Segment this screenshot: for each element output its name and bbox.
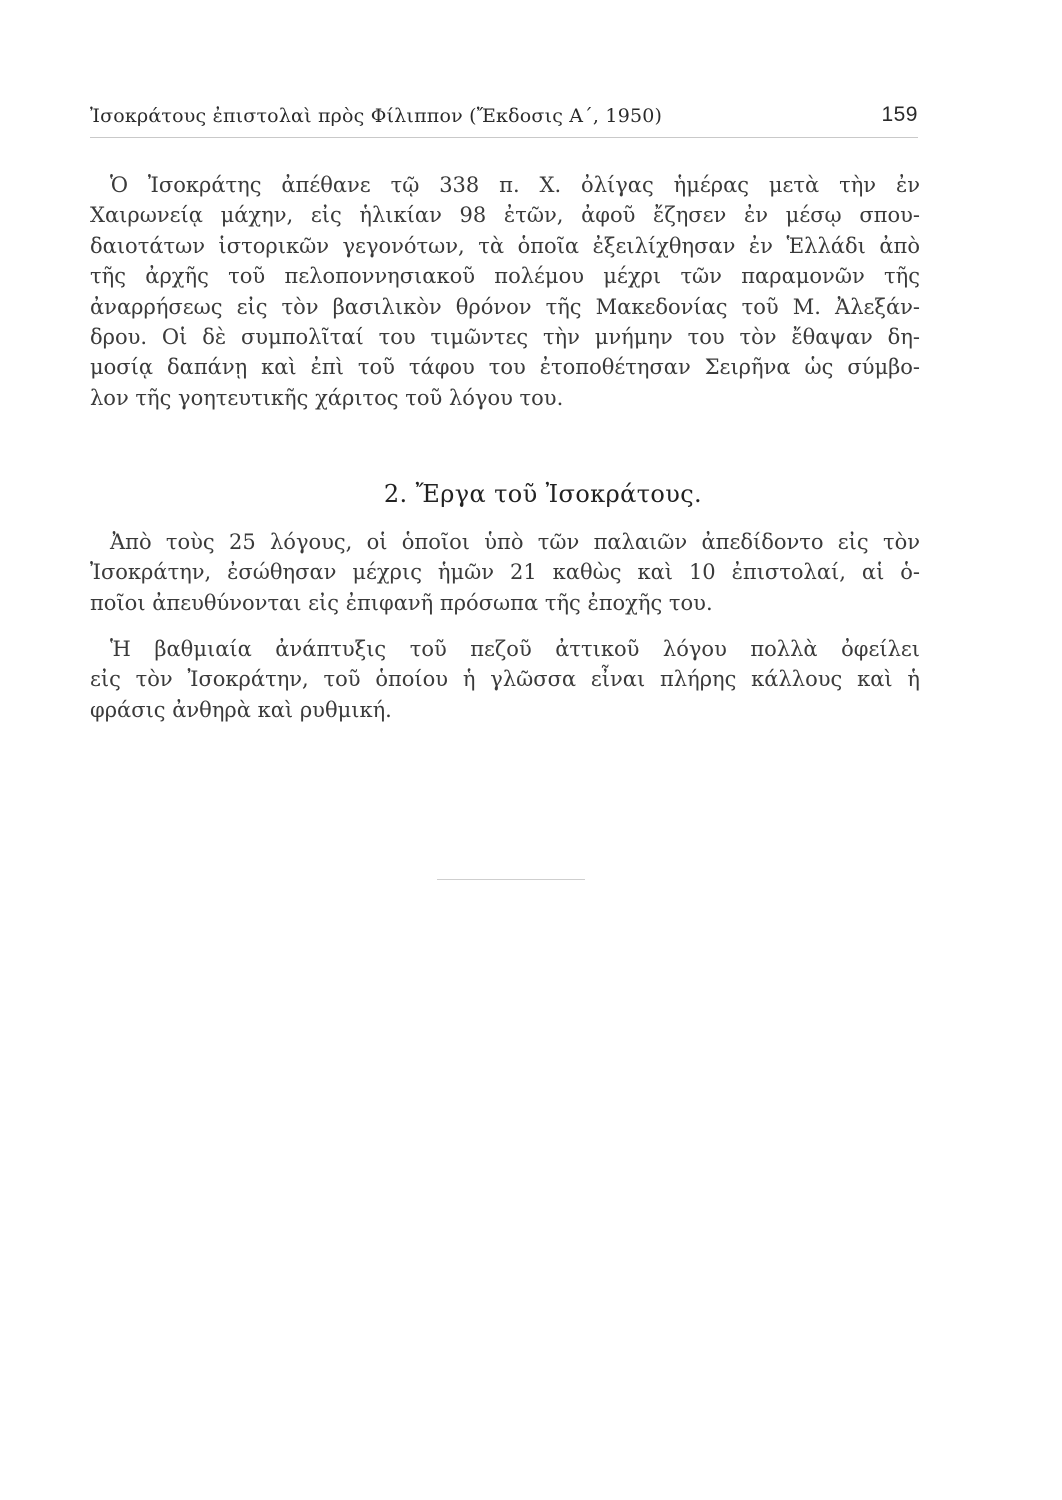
- text-line: Ἰσοκράτην, ἐσώθησαν μέχρις ἡμῶν 21 καθὼς καὶ 10 ἐπιστολαί, αἱ ὁ-: [90, 560, 920, 585]
- text-line: δρου. Οἱ δὲ συμπολῖταί του τιμῶντες τὴν μνήμην του τὸν ἔθαψαν δη-: [90, 325, 920, 350]
- running-title: Ἰσοκράτους ἐπιστολαὶ πρὸς Φίλιππον (Ἔκδοσις Α΄, 1950): [90, 105, 663, 127]
- text-line: Χαιρωνείᾳ μάχην, εἰς ἡλικίαν 98 ἐτῶν, ἀφοῦ ἔζησεν ἐν μέσῳ σπου-: [90, 203, 920, 228]
- paragraph-death-of-isocrates: [90, 170, 920, 413]
- paragraph-prose-development: [90, 634, 920, 725]
- text-line: δαιοτάτων ἱστορικῶν γεγονότων, τὰ ὁποῖα ἐξειλίχθησαν ἐν Ἑλλάδι ἀπὸ: [90, 233, 920, 258]
- text-line: Ἡ βαθμιαία ἀνάπτυξις τοῦ πεζοῦ ἀττικοῦ λόγου πολλὰ ὀφείλει: [110, 637, 920, 661]
- text-line: τῆς ἀρχῆς τοῦ πελοποννησιακοῦ πολέμου μέχρι τῶν παραμονῶν τῆς: [90, 264, 920, 289]
- page-number: 159: [881, 103, 918, 126]
- text-line: Ἀπὸ τοὺς 25 λόγους, οἱ ὁποῖοι ὑπὸ τῶν παλαιῶν ἀπεδίδοντο εἰς τὸν: [110, 530, 920, 554]
- section-heading: 2. Ἔργα τοῦ Ἰσοκράτους.: [383, 480, 703, 508]
- paragraph-works: [90, 527, 920, 618]
- text-line: λον τῆς γοητευτικῆς χάριτος τοῦ λόγου του.: [90, 385, 564, 410]
- text-line: εἰς τὸν Ἰσοκράτην, τοῦ ὁποίου ἡ γλῶσσα εἶναι πλήρης κάλλους καὶ ἡ: [90, 667, 920, 692]
- text-line: φράσις ἀνθηρὰ καὶ ρυθμική.: [90, 697, 392, 722]
- text-line: ποῖοι ἀπευθύνονται εἰς ἐπιφανῆ πρόσωπα τῆς ἐποχῆς του.: [90, 590, 713, 615]
- end-divider: [437, 879, 585, 880]
- text-line: Ὁ Ἰσοκράτης ἀπέθανε τῷ 338 π. Χ. ὀλίγας ἡμέρας μετὰ τὴν ἐν: [110, 173, 920, 197]
- text-line: ἀναρρήσεως εἰς τὸν βασιλικὸν θρόνον τῆς Μακεδονίας τοῦ Μ. Ἀλεξάν-: [90, 294, 920, 319]
- text-line: μοσίᾳ δαπάνῃ καὶ ἐπὶ τοῦ τάφου του ἐτοποθέτησαν Σειρῆνα ὡς σύμβο-: [90, 355, 920, 380]
- running-header: [90, 103, 918, 138]
